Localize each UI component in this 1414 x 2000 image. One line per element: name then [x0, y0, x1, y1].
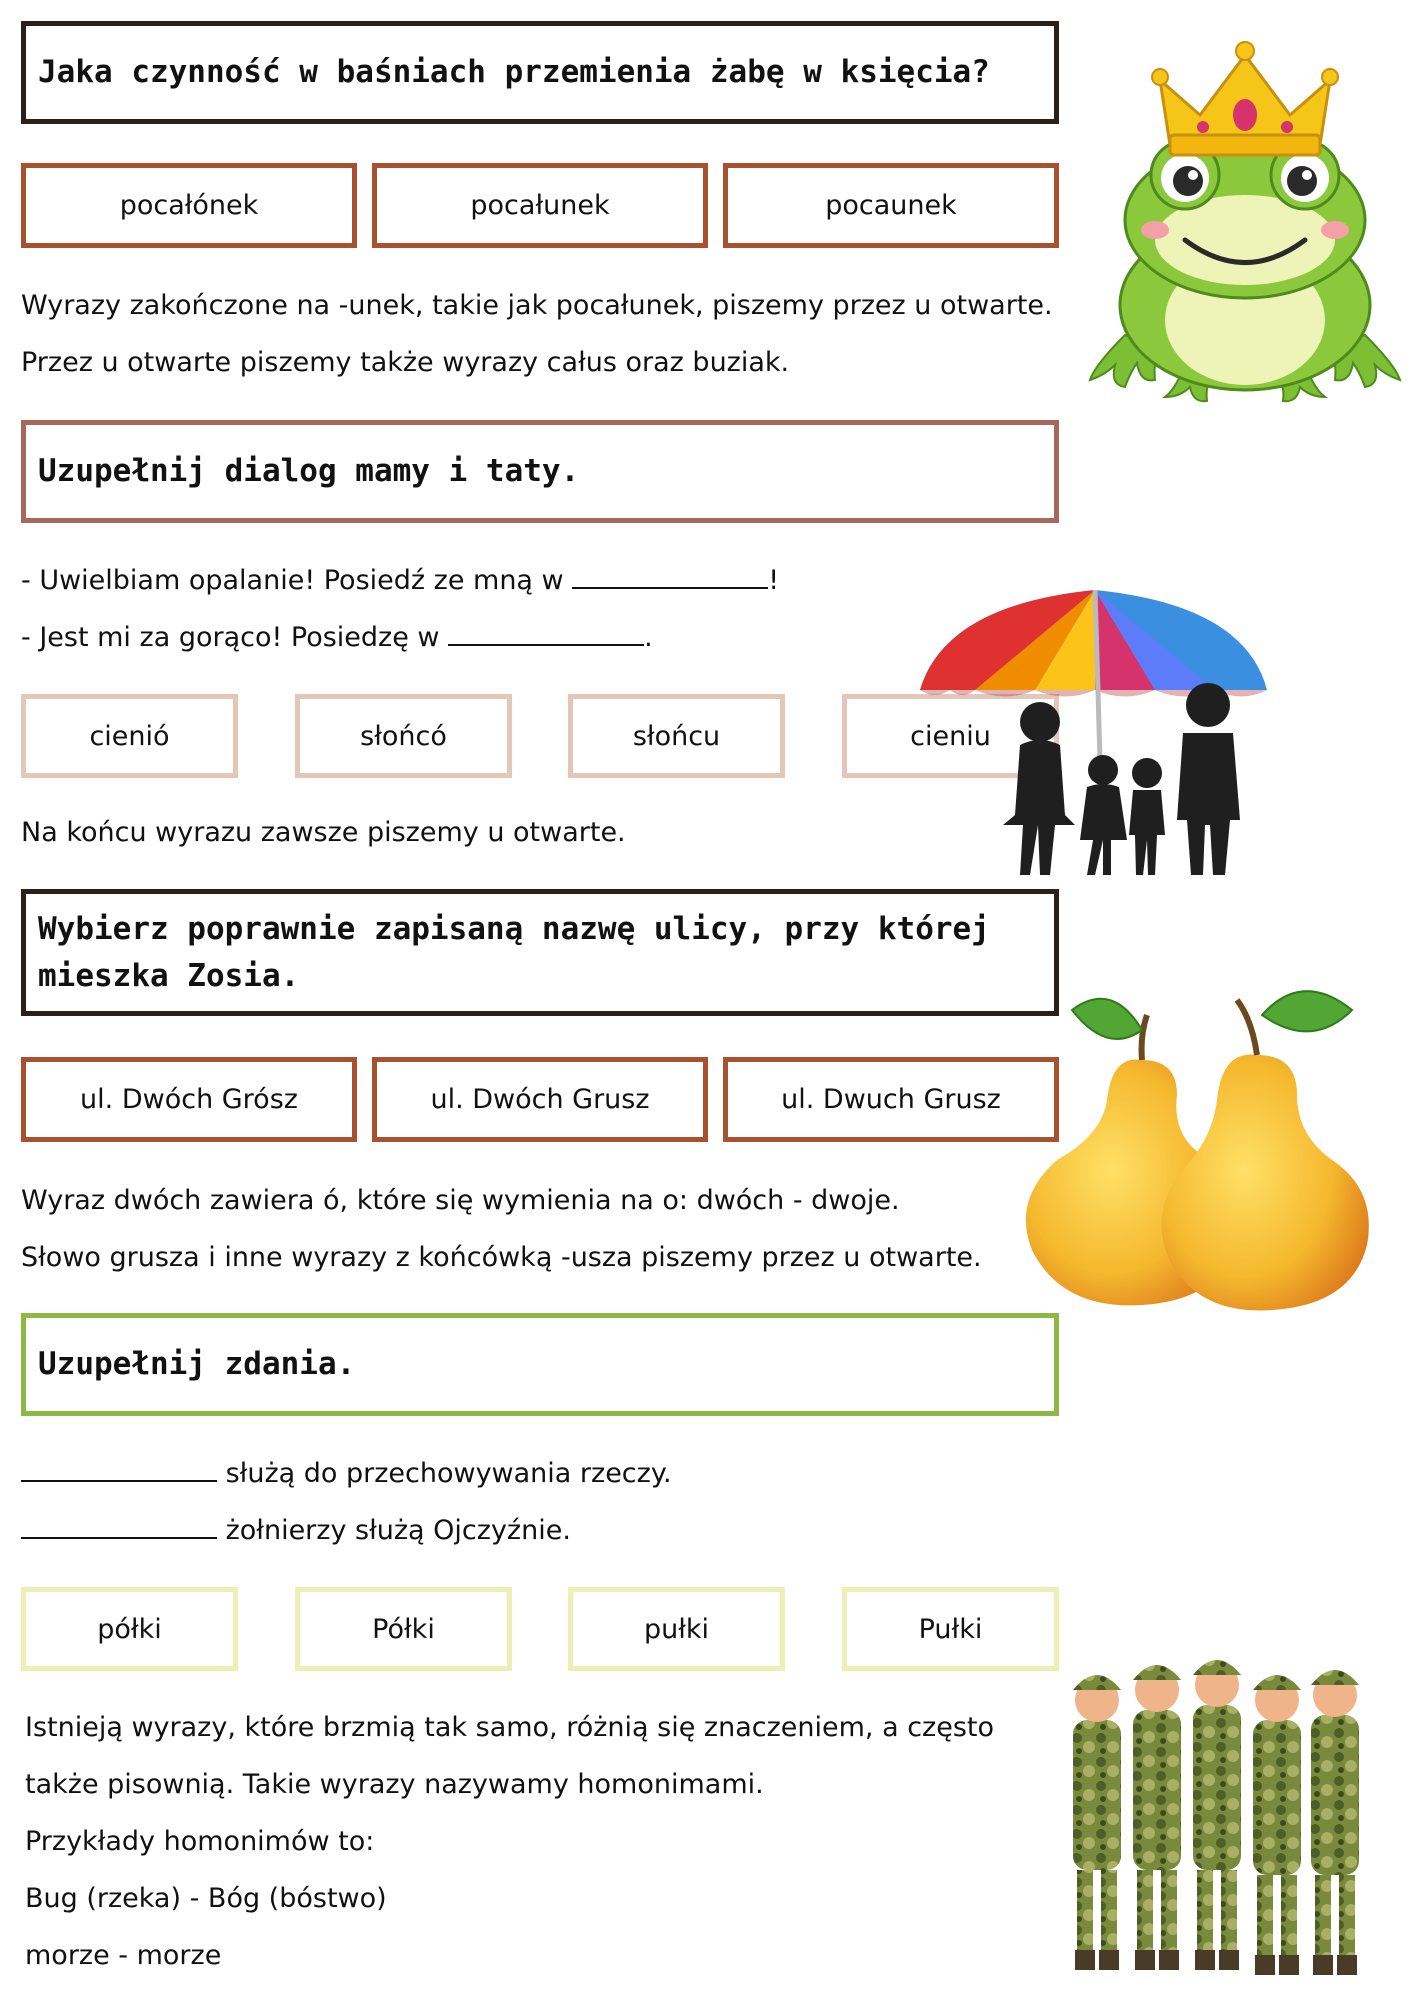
note-3-1: Wyraz dwóch zawiera ó, które się wymienia na o: dwóch - dwoje. [21, 1185, 900, 1216]
option-label: ul. Dwóch Grusz [430, 1084, 650, 1115]
note-4-4: Bug (rzeka) - Bóg (bóstwo) [25, 1883, 387, 1914]
note-4-1: Istnieją wyrazy, które brzmią tak samo, różnią się znaczeniem, a często [25, 1712, 995, 1743]
crown-icon [1152, 42, 1338, 155]
option-label: Pułki [918, 1613, 983, 1645]
note-1-1: Wyrazy zakończone na -unek, takie jak pocałunek, piszemy przez u otwarte. [21, 290, 1053, 321]
answer-blank[interactable] [21, 1456, 217, 1482]
option-2-1[interactable] [21, 694, 238, 778]
option-label: ul. Dwuch Grusz [781, 1084, 1001, 1115]
option-1-3[interactable] [723, 163, 1059, 248]
option-3-2[interactable] [372, 1057, 708, 1142]
family-silhouette [1003, 683, 1240, 875]
option-label: cienió [89, 720, 170, 752]
option-1-2[interactable] [372, 163, 708, 248]
soldiers-illustration [1065, 1640, 1375, 1980]
option-4-1[interactable] [21, 1587, 238, 1671]
dialog-line-2: - Jest mi za gorąco! Posiedzę w . [21, 622, 653, 653]
answer-blank[interactable] [21, 1513, 217, 1539]
option-2-2[interactable] [295, 694, 512, 778]
question-3-box [21, 889, 1059, 1016]
pears-illustration [1012, 960, 1377, 1315]
option-2-3[interactable] [568, 694, 785, 778]
sentence-1: służą do przechowywania rzeczy. [21, 1456, 672, 1489]
soldier-group [1073, 1660, 1359, 1975]
question-2-text: Uzupełnij dialog mamy i taty. [38, 453, 580, 489]
option-label: pułki [643, 1613, 710, 1645]
option-3-1[interactable] [21, 1057, 357, 1142]
option-label: Półki [372, 1613, 435, 1645]
question-1-text: Jaka czynność w baśniach przemienia żabę w księcia? [38, 54, 990, 90]
note-4-5: morze - morze [25, 1940, 222, 1971]
sentence-2: żołnierzy służą Ojczyźnie. [21, 1513, 571, 1546]
family-umbrella-illustration [915, 585, 1270, 885]
option-4-3[interactable] [568, 1587, 785, 1671]
question-3-text: Wybierz poprawnie zapisaną nazwę ulicy, przy której mieszka Zosia. [38, 910, 990, 994]
note-1-2: Przez u otwarte piszemy także wyrazy całus oraz buziak. [21, 347, 790, 378]
option-label: pocałunek [470, 190, 610, 221]
note-4-3: Przykłady homonimów to: [25, 1826, 375, 1857]
option-1-1[interactable] [21, 163, 357, 248]
option-label: słońcu [632, 720, 721, 752]
answer-blank[interactable] [572, 563, 768, 589]
dialog-line-1: - Uwielbiam opalanie! Posiedź ze mną w ! [21, 565, 780, 596]
note-2: Na końcu wyrazu zawsze piszemy u otwarte. [21, 817, 626, 848]
option-label: półki [97, 1613, 162, 1645]
question-4-box [21, 1313, 1059, 1416]
option-4-2[interactable] [295, 1587, 512, 1671]
question-2-box [21, 420, 1059, 523]
note-4-2: także pisownią. Takie wyrazy nazywamy homonimami. [25, 1769, 764, 1800]
note-3-2: Słowo grusza i inne wyrazy z końcówką -usza piszemy przez u otwarte. [21, 1242, 982, 1273]
question-4-text: Uzupełnij zdania. [38, 1346, 356, 1382]
option-label: pocałónek [119, 190, 259, 221]
question-1-box [21, 21, 1059, 124]
option-label: pocaunek [825, 190, 957, 221]
answer-blank[interactable] [448, 620, 644, 646]
option-label: słońcó [360, 720, 447, 752]
option-label: ul. Dwóch Grósz [80, 1084, 298, 1115]
frog-prince-illustration [1085, 35, 1405, 410]
option-4-4[interactable] [842, 1587, 1059, 1671]
option-3-3[interactable] [723, 1057, 1059, 1142]
option-label: cieniu [910, 720, 991, 752]
